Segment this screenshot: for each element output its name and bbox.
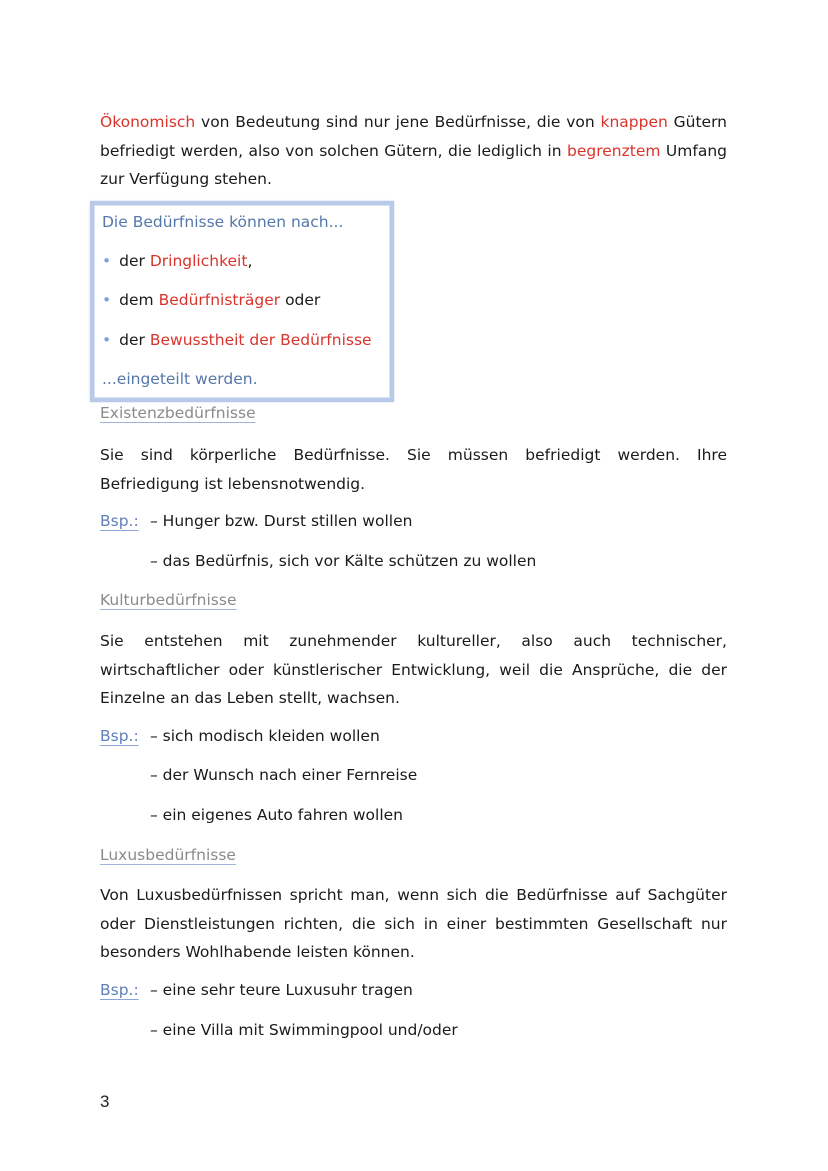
intro-text-2: Gütern befriedigt werden, also von solchen Gütern, die lediglich in [100, 113, 727, 160]
example-item: – ein eigenes Auto fahren wollen [150, 806, 403, 824]
bsp-label: Bsp.: [100, 981, 139, 999]
section-heading-luxus: Luxusbedürfnisse [100, 846, 236, 864]
example-item: – eine Villa mit Swimmingpool und/oder [150, 1021, 458, 1039]
section-text-luxus: Von Luxusbedürfnissen spricht man, wenn sich die Bedürfnisse auf Sachgüter oder Dienstleistungen richten, die sich in einer bestimmten Gesellschaft nur besonders Wohlhabende leisten können. [100, 886, 727, 961]
keyword-oekonomisch: Ökonomisch [100, 113, 196, 131]
intro-paragraph [100, 108, 727, 194]
bullet-icon: • [102, 252, 112, 270]
section-heading-existenz: Existenzbedürfnisse [100, 404, 256, 422]
bullet-icon: • [102, 291, 112, 309]
box-item-highlight: Dringlichkeit [149, 252, 248, 270]
box-item-highlight: Bedürfnisträger [158, 291, 281, 309]
box-outro: ...eingeteilt werden. [102, 370, 258, 388]
example-item: – der Wunsch nach einer Fernreise [150, 766, 418, 784]
box-item-prefix: dem [119, 291, 159, 309]
example-item: – das Bedürfnis, sich vor Kälte schützen zu wollen [150, 552, 537, 570]
bullet-icon: • [102, 331, 112, 349]
box-item-prefix: der [119, 252, 150, 270]
section-text-kultur: Sie entstehen mit zunehmender kultureller, also auch technischer, wirtschaftlicher oder künstlerischer Entwicklung, weil die Ansprüche, die der Einzelne an das Leben stellt, wachsen. [100, 632, 727, 707]
box-item-dringlichkeit [102, 250, 252, 272]
intro-text-1: von Bedeutung sind nur jene Bedürfnisse, die von [195, 113, 601, 131]
box-item-suffix: oder [280, 291, 321, 309]
example-item: – sich modisch kleiden wollen [150, 727, 380, 745]
section-heading-kultur: Kulturbedürfnisse [100, 591, 237, 609]
keyword-begrenztem: begrenztem [567, 141, 661, 160]
box-item-prefix: der [119, 331, 150, 349]
intro-text-3: Umfang zur Verfügung stehen. [100, 141, 727, 188]
classification-box [90, 201, 394, 402]
section-text-existenz: Sie sind körperliche Bedürfnisse. Sie müssen befriedigt werden. Ihre Befriedigung ist lebensnotwendig. [100, 446, 727, 493]
page-number: 3 [100, 1092, 110, 1111]
bsp-label: Bsp.: [100, 727, 139, 745]
bsp-label: Bsp.: [100, 512, 139, 530]
example-item: – Hunger bzw. Durst stillen wollen [150, 512, 413, 530]
box-item-bewusstheit [102, 329, 372, 351]
box-intro: Die Bedürfnisse können nach... [102, 213, 344, 231]
box-item-highlight: Bewusstheit der Bedürfnisse [149, 331, 372, 349]
example-item: – eine sehr teure Luxusuhr tragen [150, 981, 413, 999]
box-item-beduerfnistraeger [102, 289, 320, 311]
keyword-knappen: knappen [600, 113, 668, 131]
box-item-suffix: , [247, 252, 253, 270]
